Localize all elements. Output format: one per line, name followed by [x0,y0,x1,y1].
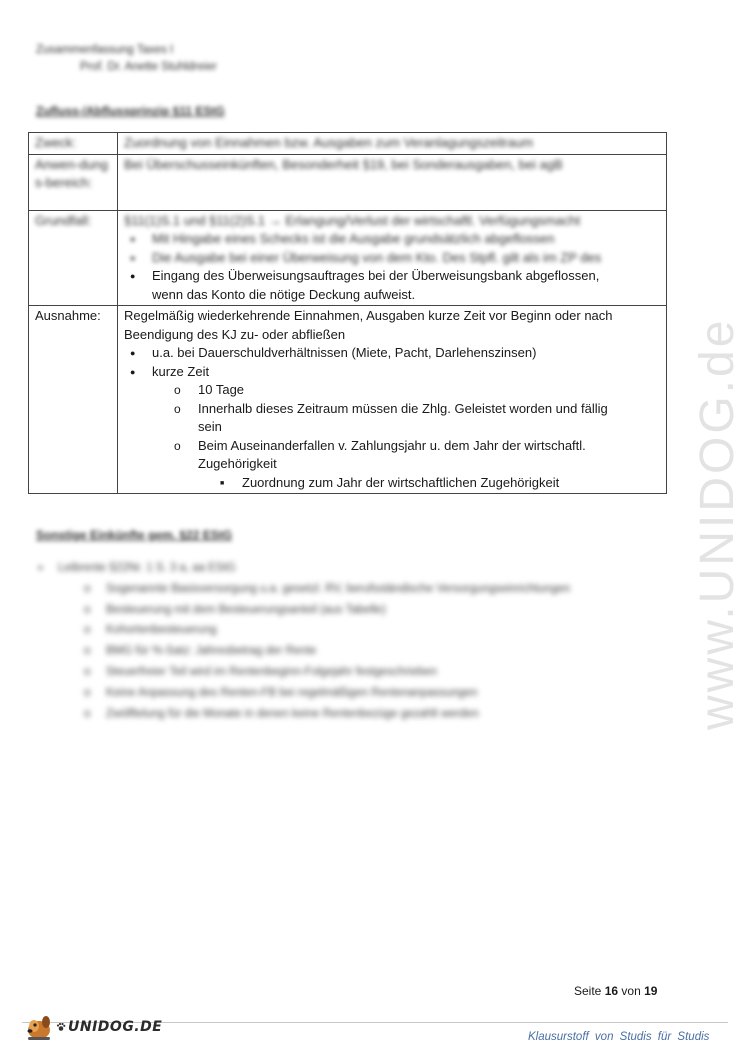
row-content [118,210,667,306]
footer-tagline: Klausurstoff von Studis für Studis [528,1031,710,1043]
ausnahme-text-2: Beendigung des KJ zu- oder abfließen [124,326,346,342]
list-item: ■ Zuordnung zum Jahr der wirtschaftlichen Zugehörigkeit [242,474,660,493]
list-item: ● u.a. bei Dauerschuldverhältnissen (Miete, Pacht, Darlehenszinsen) [152,344,660,363]
row-label: Zweck: [29,133,118,155]
row-content [118,306,667,494]
unidog-logo [22,1012,162,1042]
table-row [29,154,667,210]
list-item-continuation [152,267,660,286]
row-content: Zuordnung von Einnahmen bzw. Ausgaben zum Veranlagungszeitraum [118,133,667,155]
list-item-label: kurze Zeit [152,363,210,379]
page-prefix: Seite [574,984,602,998]
paw-icon [56,1022,66,1032]
document-header [36,42,217,76]
list-item: o 10 Tage [198,381,660,400]
list-item: o BMG für %-Satz: Jahresbetrag der Rente [106,641,570,662]
row-label: Ausnahme: [29,306,118,494]
row-label: Anwen-dungs-bereich: [29,154,118,210]
sonstige-section [36,558,570,724]
list-item: ● Mit Hingabe eines Schecks ist die Ausgabe grundsätzlich abgeflossen [152,230,660,249]
list-item [58,558,570,724]
dog-logo-icon [22,1012,56,1042]
page-number [574,984,657,998]
continuation-line: wenn das Konto die nötige Deckung aufweist. [152,286,416,302]
list-item: o Besteuerung mit dem Besteuerungsanteil (aus Tabelle) [106,600,570,621]
list-item-line: o Beim Auseinanderfallen v. Zahlungsjahr u. dem Jahr der wirtschaftl. [198,437,586,453]
header-title: Zusammenfassung Taxes I [36,44,174,56]
zugehoerigkeit-list [198,474,660,493]
ausnahme-text-1: Regelmäßig wiederkehrende Einnahmen, Ausgaben kurze Zeit vor Beginn oder nach [124,308,613,323]
list-item [198,400,660,437]
watermark: www.UNIDOG.de [691,317,744,730]
list-item: o Kohortenbesteuerung [106,620,570,641]
list-item [198,437,660,493]
header-author: Prof. Dr. Anette Stuhldreier [80,61,217,73]
grundfall-list [124,230,660,286]
section-title-zufluss: Zufluss-/Abflussprinzip §11 EStG [36,104,225,118]
zufluss-table [28,132,667,494]
list-item-line: o Innerhalb dieses Zeitraum müssen die Zhlg. Geleistet worden und fällig [198,400,608,416]
logo-text: UNIDOG.DE [68,1019,163,1035]
page-middle: von [621,984,641,998]
list-item-label: Leibrente §22Nr. 1 S. 3 a, aa EStG [58,562,236,574]
kurze-zeit-list [152,381,660,492]
list-item: o Keine Anpassung des Renten-FB bei regelmäßigen Rentenanpassungen [106,683,570,704]
list-item: ● Die Ausgabe bei einer Überweisung von dem Kto. Des Stpfl. gilt als im ZP des [152,249,660,268]
leibrente-list [36,558,570,724]
table-row [29,133,667,155]
list-item: o Sogenannte Basisversorgung u.a. gesetzl. RV, berufsständische Versorgungseinrichtungen [106,579,570,600]
grundfall-text: §11(1)S.1 und §11(2)S.1 → Erlangung/Verlust der wirtschaftl. Verfügungsmacht [124,212,581,228]
table-row [29,210,667,306]
list-item [152,363,660,493]
list-item-line: sein [198,419,222,434]
ausnahme-list [124,344,660,492]
row-label: Grundfall: [29,210,118,306]
table-row [29,306,667,494]
section-title-sonstige: Sonstige Einkünfte gem. §22 EStG [36,528,233,542]
row-content: Bei Überschusseinkünften, Besonderheit §19, bei Sonderausgaben, bei agB [118,154,667,210]
leibrente-sublist [58,579,570,725]
list-item: o Steuerfreier Teil wird im Rentenbeginn-Folgejahr festgeschrieben [106,662,570,683]
page-current: 16 [604,984,619,998]
list-item-line: Zugehörigkeit [198,456,277,471]
page-total: 19 [644,984,658,998]
continuation-line: Eingang des Überweisungsauftrages bei der Überweisungsbank abgeflossen, [152,268,600,283]
list-item: o Zwölftelung für die Monate in denen keine Rentenbezüge gezahlt werden [106,704,570,725]
